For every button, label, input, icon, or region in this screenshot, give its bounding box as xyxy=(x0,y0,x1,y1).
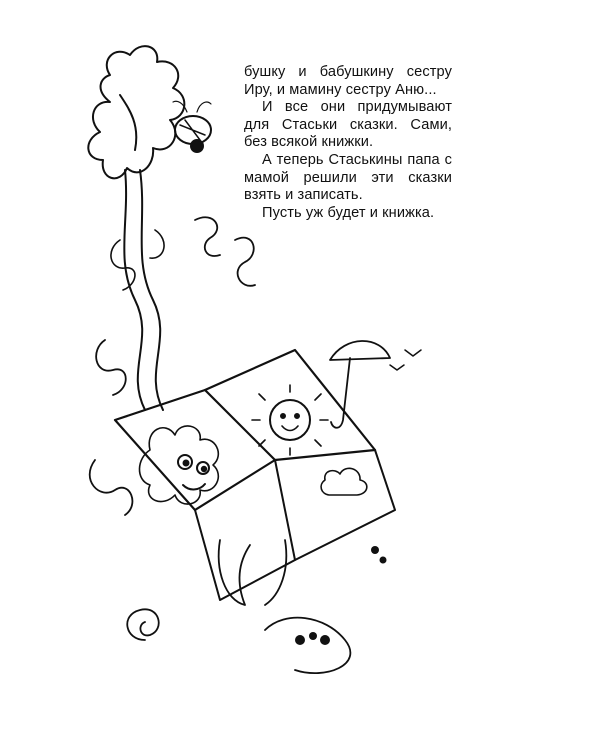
umbrella-icon xyxy=(330,341,390,428)
clouds xyxy=(321,468,367,495)
paragraph-3: А теперь Стаськины папа с мамой решили эти сказки взять и записать. xyxy=(244,151,452,204)
swirl xyxy=(127,609,158,640)
paw-prints xyxy=(295,546,387,645)
paragraph-4: Пусть уж будет и книжка. xyxy=(262,204,435,221)
flower-petals xyxy=(88,46,184,178)
story-text xyxy=(244,64,452,222)
paragraph-1: бушку и бабушкину сестру Иру, и мамину сестру Аню... xyxy=(244,64,452,98)
birds-icon xyxy=(390,350,421,370)
sun-icon xyxy=(252,385,328,455)
paragraph-2: И все они придумывают для Стаськи сказки. Сами, без всякой книжки. xyxy=(244,99,452,151)
ladybug-icon xyxy=(173,101,211,152)
